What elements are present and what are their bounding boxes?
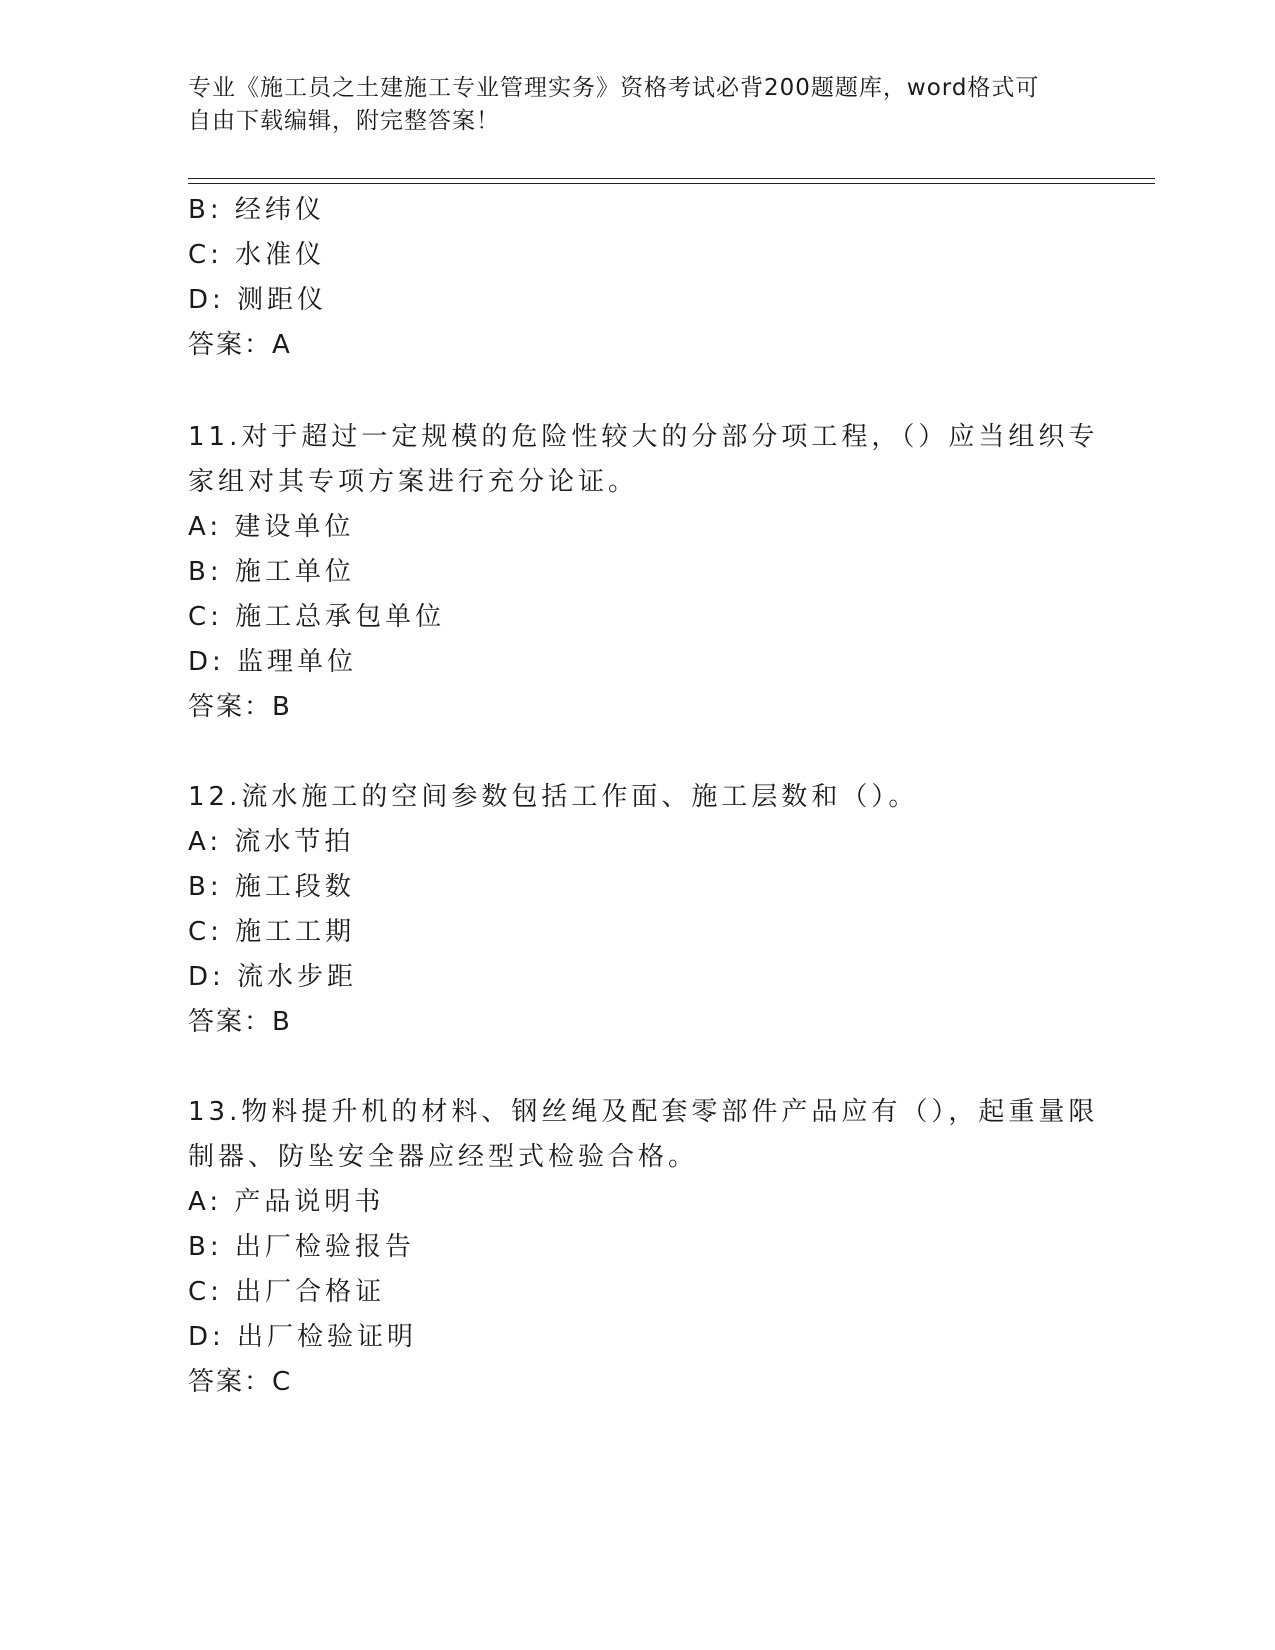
q13-stem-line-2: 制器、防坠安全器应经型式检验合格。 — [188, 1142, 699, 1172]
q10-option-c: C: 水准仪 — [188, 240, 326, 270]
header-divider-bottom — [188, 183, 1155, 184]
q12-option-c: C: 施工工期 — [188, 917, 356, 947]
q11-stem-line-1: 11.对于超过一定规模的危险性较大的分部分项工程，（）应当组织专 — [188, 422, 1099, 452]
q13-stem-line-1: 13.物料提升机的材料、钢丝绳及配套零部件产品应有（），起重量限 — [188, 1097, 1099, 1127]
q13-answer: 答案：C — [188, 1367, 293, 1397]
q10-option-b: B: 经纬仪 — [188, 195, 325, 225]
q13-option-a: A: 产品说明书 — [188, 1187, 385, 1217]
q12-stem-line-1: 12.流水施工的空间参数包括工作面、施工层数和（）。 — [188, 782, 919, 812]
q13-option-b: B: 出厂检验报告 — [188, 1232, 415, 1262]
q13-option-c: C: 出厂合格证 — [188, 1277, 386, 1307]
q13-option-d: D: 出厂检验证明 — [188, 1322, 418, 1352]
q11-answer: 答案：B — [188, 692, 292, 722]
document-header — [188, 72, 1068, 138]
q12-option-b: B: 施工段数 — [188, 872, 355, 902]
q12-option-a: A: 流水节拍 — [188, 827, 355, 857]
q10-option-d: D: 测距仪 — [188, 285, 328, 315]
header-divider-top — [188, 178, 1155, 179]
q11-stem-line-2: 家组对其专项方案进行充分论证。 — [188, 467, 639, 497]
q11-option-b: B: 施工单位 — [188, 557, 355, 587]
q11-option-c: C: 施工总承包单位 — [188, 602, 446, 632]
header-line-2: 自由下载编辑，附完整答案！ — [188, 108, 500, 134]
header-line-1: 专业《施工员之土建施工专业管理实务》资格考试必背200题题库，word格式可 — [188, 75, 1040, 101]
q10-answer: 答案：A — [188, 330, 292, 360]
q12-answer: 答案：B — [188, 1007, 292, 1037]
q12-option-d: D: 流水步距 — [188, 962, 358, 992]
q11-option-d: D: 监理单位 — [188, 647, 358, 677]
q11-option-a: A: 建设单位 — [188, 512, 355, 542]
